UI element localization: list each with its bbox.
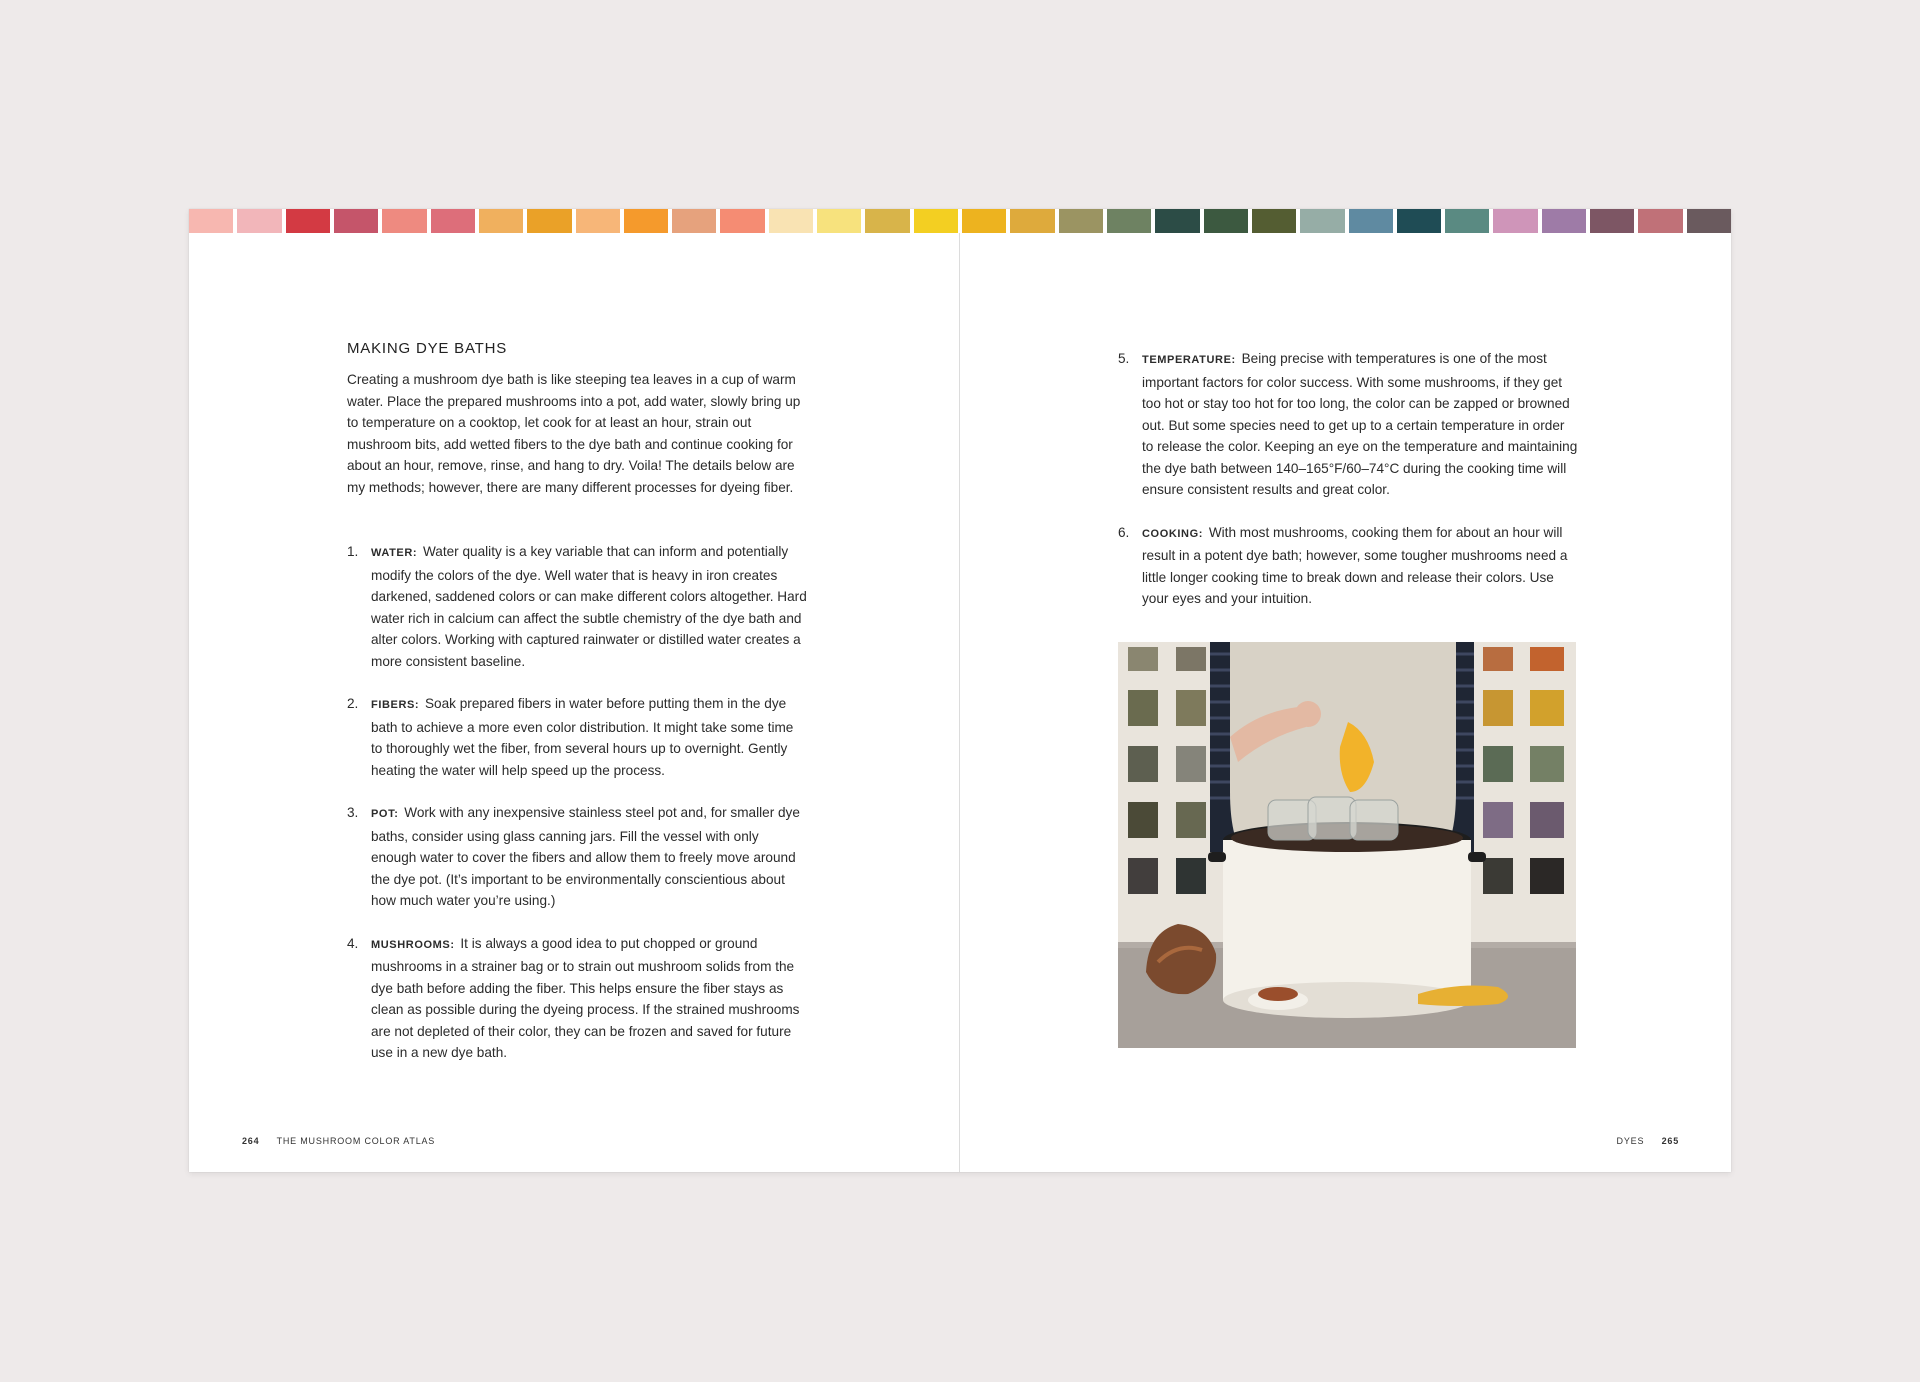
- item-number: 1.: [347, 544, 359, 559]
- item-text: With most mushrooms, cooking them for about an hour will result in a potent dye bath; however, some tougher mushrooms need a little longer cooking time to break down and release their colors. Use your eyes and your intuition.: [1142, 524, 1568, 606]
- item-term: TEMPERATURE:: [1142, 354, 1236, 366]
- page-number: 264: [242, 1136, 260, 1146]
- item-number: 3.: [347, 805, 359, 820]
- right-page: [960, 209, 1731, 1172]
- list-item: [347, 802, 807, 912]
- running-section: DYES: [1616, 1136, 1645, 1146]
- item-term: POT:: [371, 808, 399, 820]
- left-page: [189, 209, 959, 1172]
- item-term: FIBERS:: [371, 699, 420, 711]
- page-number: 265: [1661, 1136, 1679, 1146]
- list-item: [1118, 348, 1578, 501]
- item-text: It is always a good idea to put chopped or ground mushrooms in a strainer bag or to strain out mushroom solids from the dye bath before adding the fiber. This helps ensure the fiber stays as clean as possible during the dyeing process. If the strained mushrooms are not depleted of their color, they can be frozen and saved for future use in a new dye bath.: [371, 935, 800, 1060]
- item-number: 4.: [347, 935, 359, 951]
- item-text: Soak prepared fibers in water before putting them in the dye bath to achieve a more even color distribution. It might take some time to thoroughly wet the fiber, from several hours up to overnight. Gently heating the water will help speed up the process.: [371, 696, 794, 778]
- item-term: MUSHROOMS:: [371, 938, 455, 951]
- dye-pot-photo: [1118, 642, 1576, 1048]
- running-title: THE MUSHROOM COLOR ATLAS: [276, 1136, 436, 1146]
- item-number: 5.: [1118, 351, 1130, 366]
- item-term: COOKING:: [1142, 527, 1204, 540]
- right-footer: [1617, 1136, 1679, 1146]
- item-text: Work with any inexpensive stainless steel pot and, for smaller dye baths, consider using glass canning jars. Fill the vessel with only enough water to cover the fibers and allow them to freely move around the dye pot. (It’s important to be environmentally conscientious about how much water you’re using.): [371, 805, 800, 908]
- list-item: [347, 693, 807, 781]
- left-footer: [242, 1136, 435, 1146]
- item-text: Being precise with temperatures is one of the most important factors for color success. With some mushrooms, if they get too hot or stay too hot for too long, the color can be zapped or browned out. But some species need to get up to a certain temperature in order to release the color. Keeping an eye on the temperature and maintaining the dye bath between 140–165°F/60–74°C during the cooking time will ensure consistent results and great color.: [1142, 351, 1578, 497]
- intro-paragraph: Creating a mushroom dye bath is like steeping tea leaves in a cup of warm water. Place the prepared mushrooms into a pot, add water, slowly bring up to temperature on a cooktop, let cook for at least an hour, strain out mushroom bits, add wetted fibers to the dye bath and continue cooking for about an hour, remove, rinse, and hang to dry. Voila! The details below are my methods; however, there are many different processes for dyeing fiber.: [347, 372, 801, 495]
- dye-bath-steps-list-continued: [1118, 348, 1578, 631]
- item-number: 2.: [347, 696, 359, 711]
- item-text: Water quality is a key variable that can inform and potentially modify the colors of the dye. Well water that is heavy in iron creates darkened, saddened colors or can make different colors altogether. Hard water rich in calcium can affect the subtle chemistry of the dye bath and alter colors. Working with captured rainwater or distilled water creates a more consistent baseline.: [371, 544, 807, 669]
- list-item: [347, 933, 807, 1064]
- section-heading: MAKING DYE BATHS: [347, 340, 508, 357]
- book-spread: [189, 209, 1731, 1172]
- dye-bath-steps-list: [347, 541, 807, 1085]
- item-term: WATER:: [371, 547, 418, 559]
- list-item: [1118, 522, 1578, 610]
- item-number: 6.: [1118, 524, 1130, 540]
- list-item: [347, 541, 807, 672]
